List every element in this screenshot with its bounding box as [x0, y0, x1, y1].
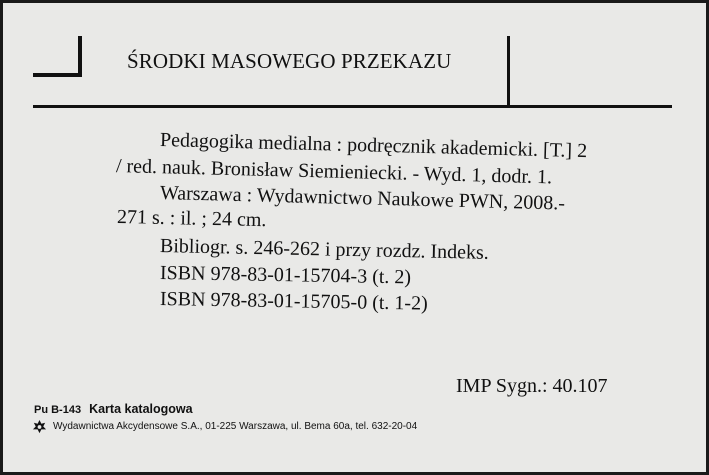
catalog-card: [3, 3, 706, 472]
heading-divider-horizontal: [33, 105, 672, 108]
corner-bracket-horizontal: [33, 73, 82, 77]
subject-heading: ŚRODKI MASOWEGO PRZEKAZU: [127, 49, 452, 73]
entry-imprint-line: Warszawa : Wydawnictwo Naukowe PWN, 2008.-: [159, 182, 566, 215]
entry-responsibility-line: / red. nauk. Bronisław Siemieniecki. - Wyd. 1, dodr. 1.: [115, 155, 553, 189]
call-number: IMP Sygn.: 40.107: [456, 375, 608, 397]
corner-bracket-vertical: [78, 36, 82, 77]
entry-isbn-set: ISBN 978-83-01-15705-0 (t. 1-2): [159, 288, 428, 315]
entry-extent-line: 271 s. : il. ; 24 cm.: [116, 206, 267, 232]
publisher-logo-icon: [32, 419, 47, 434]
heading-divider-vertical: [507, 36, 510, 108]
entry-isbn-volume: ISBN 978-83-01-15704-3 (t. 2): [159, 262, 412, 289]
card-form-label: [34, 402, 193, 416]
publisher-info: Wydawnictwa Akcydensowe S.A., 01-225 Warszawa, ul. Bema 60a, tel. 632-20-04: [53, 421, 418, 432]
publisher-footer: [32, 419, 417, 434]
form-title: Karta katalogowa: [89, 402, 193, 416]
entry-title-line: Pedagogika medialna : podręcznik akademicki. [T.] 2: [159, 129, 588, 163]
form-code: Pu B-143: [34, 404, 82, 416]
entry-bibliography-note: Bibliogr. s. 246-262 i przy rozdz. Indeks.: [159, 235, 490, 264]
